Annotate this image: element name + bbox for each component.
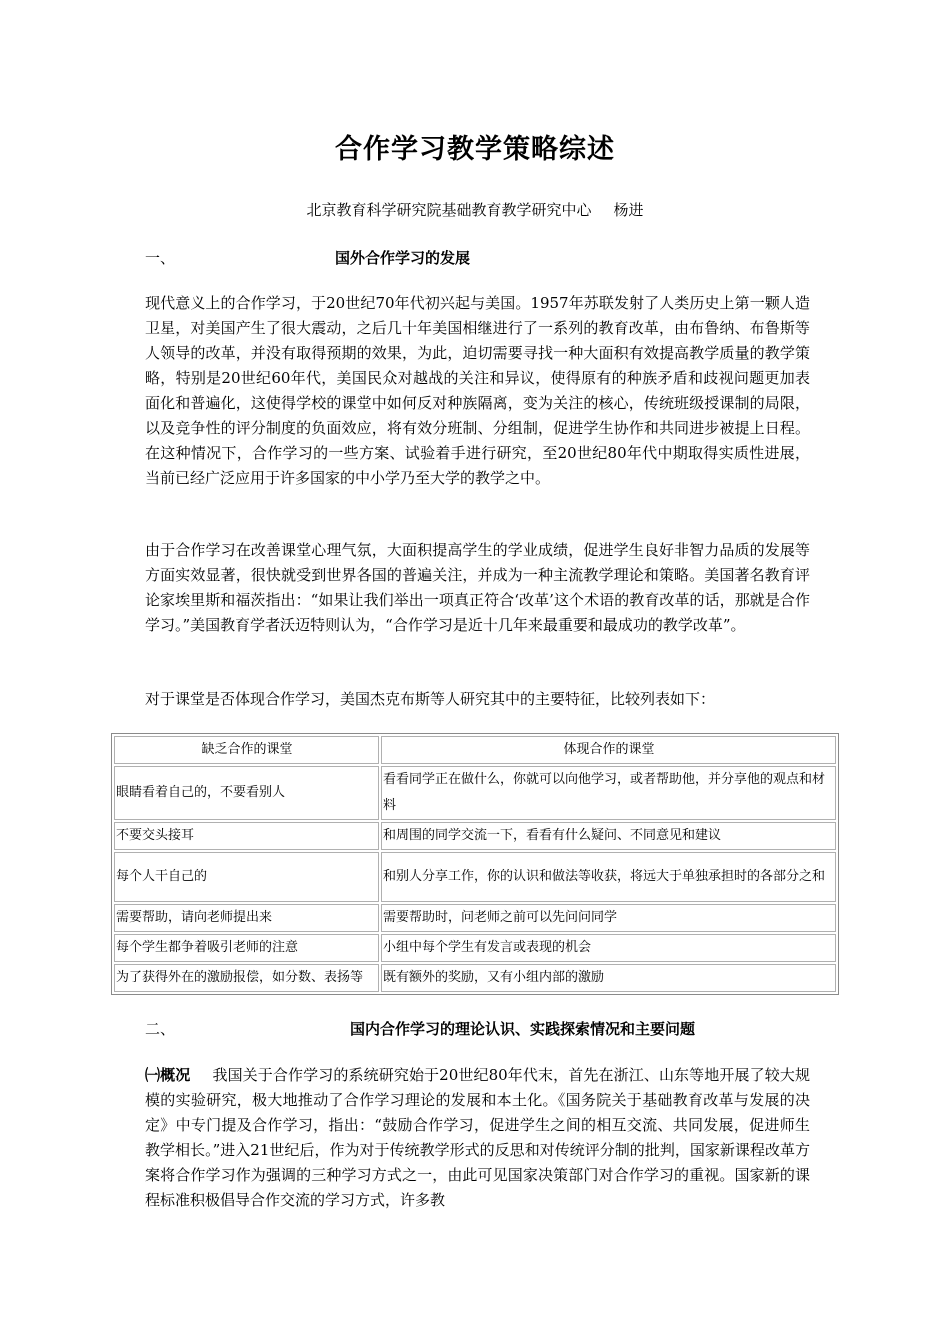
table-cell: 小组中每个学生有发言或表现的机会 — [381, 934, 836, 962]
section-2-paragraph-1-text: 我国关于合作学习的系统研究始于20世纪80年代末，首先在浙江、山东等地开展了较大规模的实验研究，极大地推动了合作学习理论的发展和本土化。《国务院关于基础教育改革与发展的决定》中专门提及合作学习，指出：“鼓励合作学习，促进学生之间的相互交流、共同发展，促进师生教学相长。”进入21世纪后，作为对于传统教学形式的反思和对传统评分制的批判，国家新课程改革方案将合作学习作为强调的三种学习方式之一，由此可见国家决策部门对合作学习的重视。国家新的课程标准积极倡导合作交流的学习方式，许多教 — [145, 1066, 810, 1209]
section-1-paragraph-2-text: 由于合作学习在改善课堂心理气氛，大面积提高学生的学业成绩，促进学生良好非智力品质的发展等方面实效显著，很快就受到世界各国的普遍关注，并成为一种主流教学理论和策略。美国著名教育评论家埃里斯和福茨指出：“如果让我们举出一项真正符合‘改革’这个术语的教育改革的话，那就是合作学习。”美国教育学者沃迈特则认为，“合作学习是近十几年来最重要和最成功的教学改革”。 — [145, 541, 810, 634]
table-cell: 每个人干自己的 — [114, 852, 379, 902]
table-row — [114, 904, 836, 932]
table-header-row — [114, 736, 836, 764]
table-row — [114, 766, 836, 820]
section-1-heading — [145, 247, 470, 269]
subsection-label: ㈠概况 — [145, 1066, 191, 1084]
section-1-number: 一、 — [145, 249, 176, 267]
author-name: 杨进 — [613, 201, 644, 219]
section-1-paragraph-2 — [145, 538, 810, 638]
section-2-heading — [145, 1018, 695, 1040]
table-row — [114, 934, 836, 962]
author-affiliation: 北京教育科学研究院基础教育教学研究中心 — [306, 201, 592, 219]
section-2-title: 国内合作学习的理论认识、实践探索情况和主要问题 — [350, 1020, 696, 1038]
document-title: 合作学习教学策略综述 — [335, 134, 615, 165]
table-cell: 和别人分享工作，你的认识和做法等收获，将远大于单独承担时的各部分之和 — [381, 852, 836, 902]
table-cell: 需要帮助，请向老师提出来 — [114, 904, 379, 932]
table-header-cell: 体现合作的课堂 — [381, 736, 836, 764]
table-row — [114, 822, 836, 850]
table-cell: 每个学生都争着吸引老师的注意 — [114, 934, 379, 962]
table-cell: 需要帮助时，问老师之前可以先问问同学 — [381, 904, 836, 932]
table-cell: 不要交头接耳 — [114, 822, 379, 850]
section-1-paragraph-1-text: 现代意义上的合作学习，于20世纪70年代初兴起与美国。1957年苏联发射了人类历史上第一颗人造卫星，对美国产生了很大震动，之后几十年美国相继进行了一系列的教育改革，由布鲁纳、布鲁斯等人领导的改革，并没有取得预期的效果，为此，迫切需要寻找一种大面积有效提高教学质量的教学策略，特别是20世纪60年代，美国民众对越战的关注和异议，使得原有的种族矛盾和歧视问题更加表面化和普遍化，这使得学校的课堂中如何反对种族隔离，变为关注的核心，传统班级授课制的局限，以及竞争性的评分制度的负面效应，将有效分班制、分组制，促进学生协作和共同进步被提上日程。在这种情况下，合作学习的一些方案、试验着手进行研究，至20世纪80年代中期取得实质性进展，当前已经广泛应用于许多国家的中小学乃至大学的教学之中。 — [145, 294, 810, 487]
section-2-paragraph-1 — [145, 1063, 810, 1213]
table-cell: 为了获得外在的激励报偿，如分数、表扬等 — [114, 964, 379, 992]
table-row — [114, 852, 836, 902]
table-header-cell: 缺乏合作的课堂 — [114, 736, 379, 764]
author-line — [0, 199, 950, 221]
section-1-title: 国外合作学习的发展 — [335, 249, 471, 267]
section-1-paragraph-3 — [145, 687, 810, 712]
section-2-number: 二、 — [145, 1020, 176, 1038]
table-row — [114, 964, 836, 992]
table-cell: 和周围的同学交流一下，看看有什么疑问、不同意见和建议 — [381, 822, 836, 850]
table-cell: 眼睛看着自己的，不要看别人 — [114, 766, 379, 820]
table-cell: 看看同学正在做什么，你就可以向他学习，或者帮助他，并分享他的观点和材料 — [381, 766, 836, 820]
section-1-paragraph-3-text: 对于课堂是否体现合作学习，美国杰克布斯等人研究其中的主要特征，比较列表如下： — [145, 690, 716, 708]
table-cell: 既有额外的奖励，又有小组内部的激励 — [381, 964, 836, 992]
section-1-paragraph-1 — [145, 291, 810, 491]
comparison-table — [111, 733, 839, 995]
